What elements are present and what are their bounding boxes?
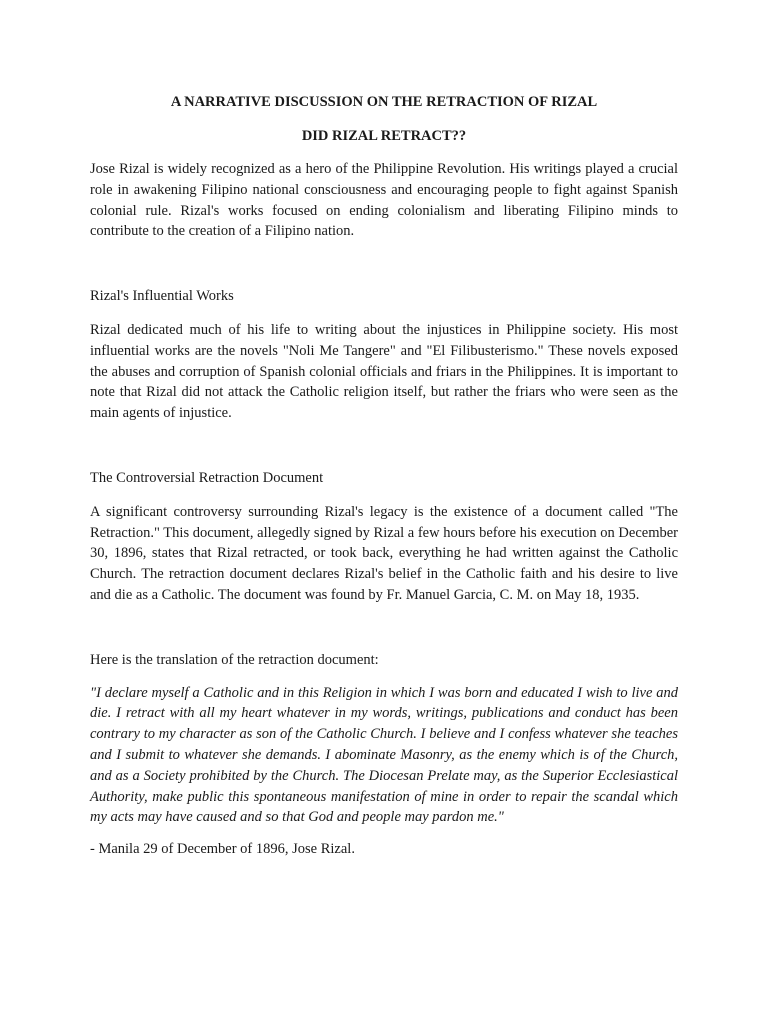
document-title: A NARRATIVE DISCUSSION ON THE RETRACTION OF RIZAL: [170, 94, 598, 110]
document-subtitle: DID RIZAL RETRACT??: [301, 128, 467, 144]
section-heading-retraction-document: The Controversial Retraction Document: [90, 469, 324, 486]
intro-paragraph: Jose Rizal is widely recognized as a hero of the Philippine Revolution. His writings played a crucial role in awakening Filipino national consciousness and encouraging people to fight against Spanish colonial rule. Rizal's works focused on ending colonialism and liberating Filipino minds to contribute to the creation of a Filipino nation.: [90, 161, 678, 240]
section-body-influential-works: Rizal dedicated much of his life to writing about the injustices in Philippine society. His most influential works are the novels "Noli Me Tangere" and "El Filibusterismo." These novels exposed the abuses and corruption of Spanish colonial officials and friars in the Philippines. It is important to note that Rizal did not attack the Catholic religion itself, but rather the friars who were seen as the main agents of injustice.: [90, 321, 678, 422]
translation-intro: Here is the translation of the retraction document:: [90, 651, 379, 668]
section-body-retraction-document: A significant controversy surrounding Rizal's legacy is the existence of a document called "The Retraction." This document, allegedly signed by Rizal a few hours before his execution on December 30, 1896, states that Rizal retracted, or took back, everything he had written against the Catholic Church. The retraction document declares Rizal's belief in the Catholic faith and his desire to live and die as a Catholic. The document was found by Fr. Manuel Garcia, C. M. on May 18, 1935.: [90, 503, 678, 603]
document-page: [90, 92, 678, 860]
signature-line: - Manila 29 of December of 1896, Jose Rizal.: [90, 841, 355, 858]
section-heading-influential-works: Rizal's Influential Works: [90, 288, 234, 305]
retraction-quote: "I declare myself a Catholic and in this Religion in which I was born and educated I wish to live and die. I retract with all my heart whatever in my words, writings, publications and conduct has been contrary to my character as son of the Catholic Church. I believe and I confess whatever she teaches and I submit to whatever she demands. I abominate Masonry, as the enemy which is of the Church, and as a Society prohibited by the Church. The Diocesan Prelate may, as the Superior Ecclesiastical Authority, make public this spontaneous manifestation of mine in order to repair the scandal which my acts may have caused and so that God and people may pardon me.": [90, 684, 678, 826]
